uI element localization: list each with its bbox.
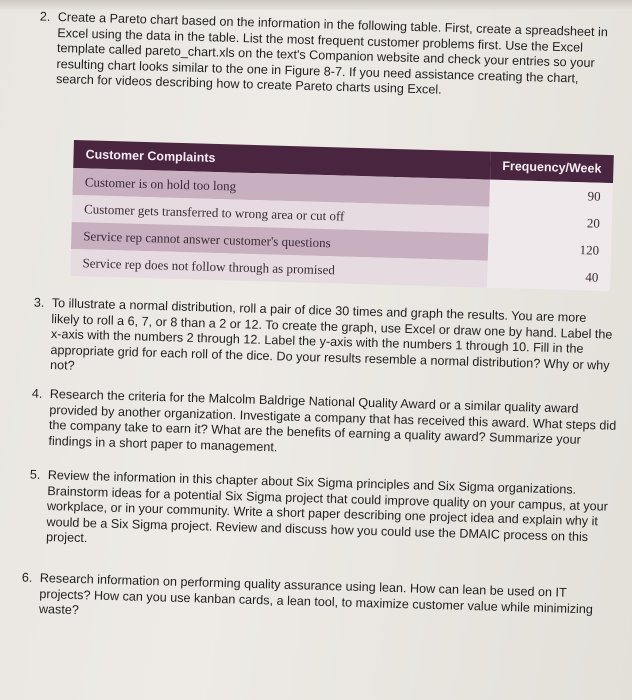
exercise-text: Create a Pareto chart based on the information in the following table. First, create a spreadsheet in Excel using the data in the table. List the most frequent customer problems first. Use the Excel template called pareto_chart.xls on the text's Companion website and check your entries so your resulting chart looks similar to the one in Figure 8-7. If you need assistance creating the chart, search for videos describing how to create Pareto charts using Excel. xyxy=(55,10,609,98)
complaint-cell: Service rep cannot answer customer's questions xyxy=(71,222,488,261)
complaints-table xyxy=(70,140,614,291)
header-complaints: Customer Complaints xyxy=(73,140,490,180)
exercise-5 xyxy=(29,467,620,562)
exercise-2 xyxy=(39,9,618,104)
complaint-cell: Customer gets transferred to wrong area or cut off xyxy=(72,195,489,234)
complaint-cell: Customer is on hold too long xyxy=(72,168,489,207)
complaint-cell: Service rep does not follow through as promised xyxy=(70,249,487,288)
frequency-cell: 90 xyxy=(489,180,613,210)
exercise-text: Review the information in this chapter about Six Sigma principles and Six Sigma organizations. Brainstorm ideas for a potential Six Sigma project that could improve quality on your campus, at your workplace, or in your community. Write a short paper describing one project idea and explain why it would be a Six Sigma project. Review and discuss how you could use the DMAIC process on this project. xyxy=(45,468,609,546)
exercise-number: 5. xyxy=(29,467,41,482)
complaints-table-wrapper xyxy=(70,140,614,291)
exercise-text: Research information on performing quality assurance using lean. How can lean be used on IT projects? How can you use kanban cards, a lean tool, to maximize customer value while minimizing waste? xyxy=(38,571,594,618)
exercise-text: To illustrate a normal distribution, roll a pair of dice 30 times and graph the results. You are more likely to roll a 6, 7, or 8 than a 2 or 12. To create the graph, use Excel or draw one by hand. Label the x-axis with the numbers 2 through 12. Label the y-axis with the numbers 1 through 10. Fill in the appropriate grid for each roll of the dice. Do your results resemble a normal distribution? Why or why not? xyxy=(49,296,613,374)
frequency-cell: 40 xyxy=(487,261,611,291)
header-frequency: Frequency/Week xyxy=(490,152,614,183)
exercise-text: Research the criteria for the Malcolm Baldrige National Quality Award or a similar quality award provided by another organization. Investigate a company that has received this award. What steps did the company take to earn it? What are the benefits of earning a quality award? Summarize your findings in a short paper to management. xyxy=(48,387,617,455)
exercise-6 xyxy=(21,570,620,634)
frequency-cell: 20 xyxy=(488,207,612,237)
exercise-4 xyxy=(31,386,620,465)
page-top-edge xyxy=(0,0,632,10)
exercise-3 xyxy=(33,295,618,390)
exercise-number: 4. xyxy=(31,386,43,401)
exercise-number: 2. xyxy=(39,9,51,24)
exercise-number: 3. xyxy=(33,295,45,310)
frequency-cell: 120 xyxy=(488,234,612,264)
exercise-number: 6. xyxy=(21,570,33,585)
